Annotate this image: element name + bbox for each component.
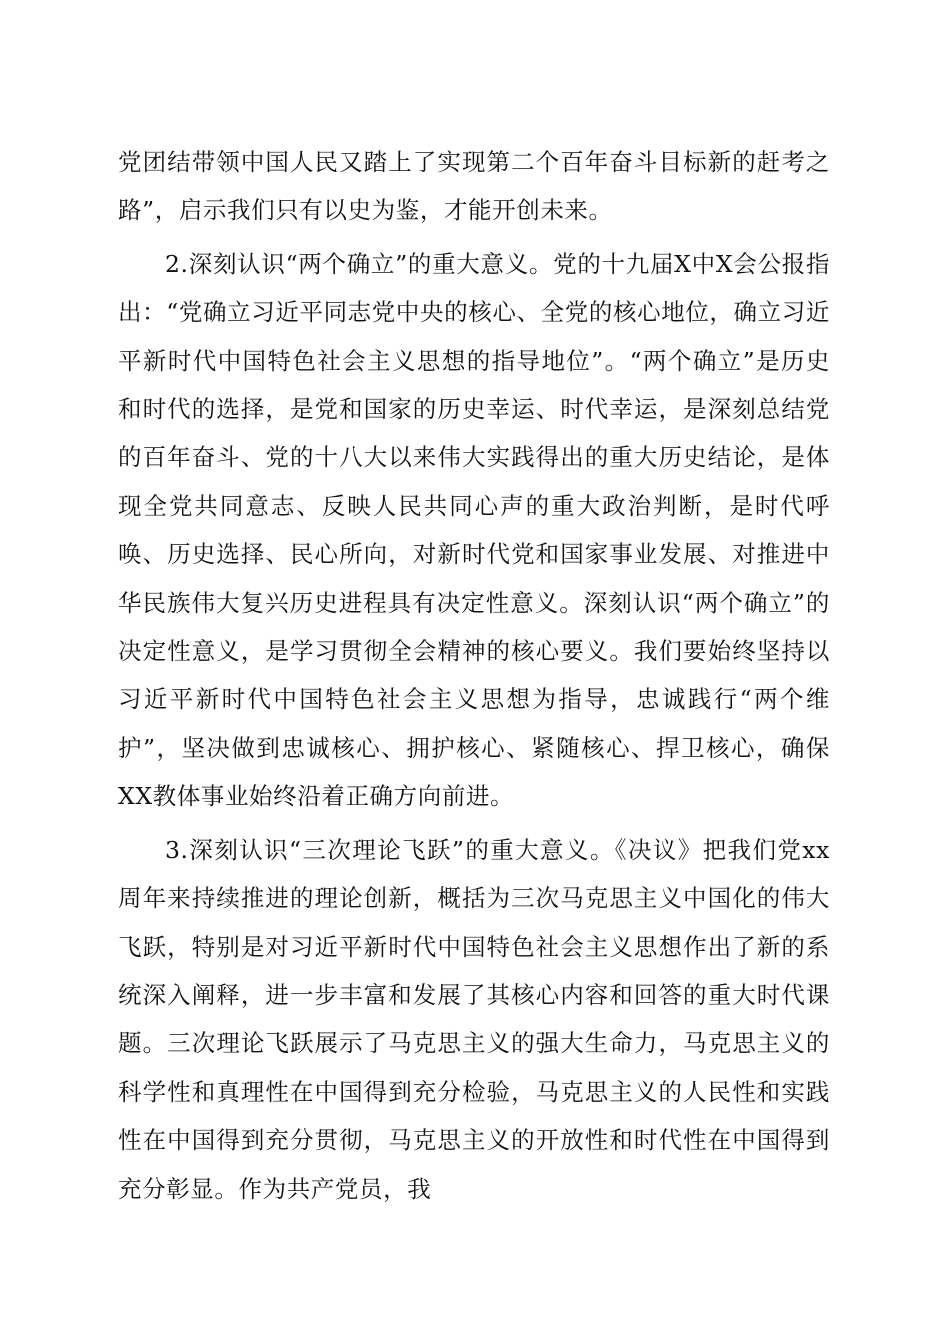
two-establishments-paragraph: 2.深刻认识“两个确立”的重大意义。党的十九届X中X会公报指出：“党确立习近平同志党中央的核心、全党的核心地位，确立习近平新时代中国特色社会主义思想的指导地位”。“两个确立”是历史和时代的选择，是党和国家的历史幸运、时代幸运，是深刻总结党的百年奋斗、党的十八大以来伟大实践得出的重大历史结论，是体现全党共同意志、反映人民共同心声的重大政治判断，是时代呼唤、历史选择、民心所向，对新时代党和国家事业发展、对推进中华民族伟大复兴历史进程具有决定性意义。深刻认识“两个确立”的决定性意义，是学习贯彻全会精神的核心要义。我们要始终坚持以习近平新时代中国特色社会主义思想为指导，忠诚践行“两个维护”，坚决做到忠诚核心、拥护核心、紧随核心、捍卫核心，确保XX教体事业始终沿着正确方向前进。: [118, 249, 830, 811]
continuation-paragraph: 党团结带领中国人民又踏上了实现第二个百年奋斗目标新的赶考之路”，启示我们只有以史为鉴，才能开创未来。: [118, 148, 830, 225]
three-theoretical-leaps-paragraph: 3.深刻认识“三次理论飞跃”的重大意义。《决议》把我们党xx周年来持续推进的理论创新，概括为三次马克思主义中国化的伟大飞跃，特别是对习近平新时代中国特色社会主义思想作出了新的系统深入阐释，进一步丰富和发展了其核心内容和回答的重大时代课题。三次理论飞跃展示了马克思主义的强大生命力，马克思主义的科学性和真理性在中国得到充分检验，马克思主义的人民性和实践性在中国得到充分贯彻，马克思主义的开放性和时代性在中国得到充分彰显。作为共产党员，我: [118, 835, 830, 1203]
document-body: [118, 138, 830, 1213]
